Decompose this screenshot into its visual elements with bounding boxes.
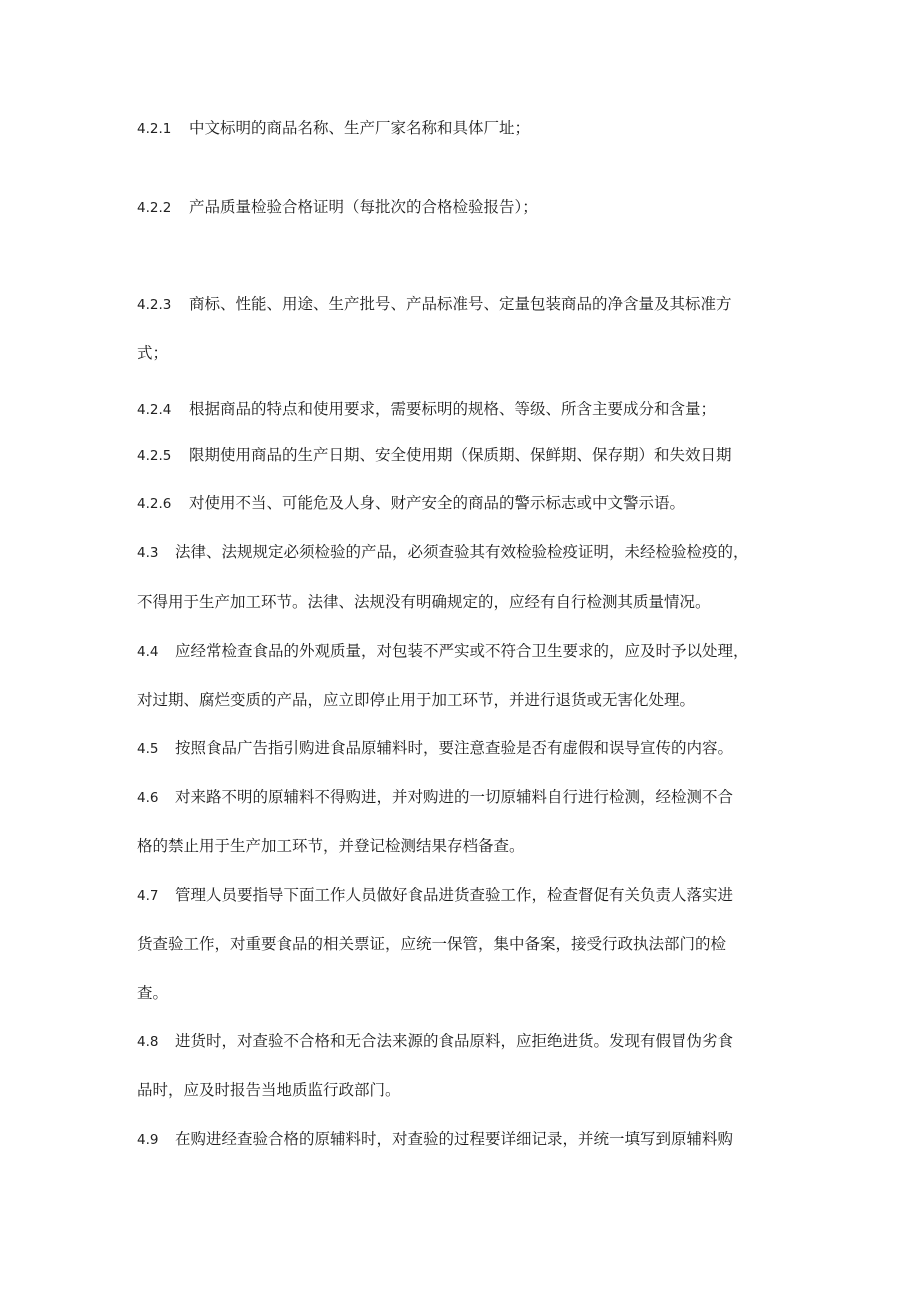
clause-number: 4.7: [137, 888, 159, 904]
clause-text: 限期使用商品的生产日期、安全使用期（保质期、保鲜期、保存期）和失效日期: [189, 446, 732, 464]
clause-4-9: [137, 1129, 733, 1150]
clause-4-4: [137, 641, 749, 662]
clause-text: 根据商品的特点和使用要求，需要标明的规格、等级、所含主要成分和含量；: [189, 400, 717, 418]
clause-4-8-continuation: [137, 1080, 401, 1100]
clause-text: 货查验工作，对重要食品的相关票证，应统一保管，集中备案，接受行政执法部门的检: [137, 935, 727, 953]
clause-text: 产品质量检验合格证明（每批次的合格检验报告）；: [189, 198, 538, 216]
clause-number: 4.5: [137, 741, 159, 757]
clause-text: 应经常检查食品的外观质量，对包装不严实或不符合卫生要求的，应及时予以处理，: [175, 642, 749, 660]
clause-4-2-1: [137, 118, 530, 139]
clause-4-7: [137, 885, 733, 906]
clause-text: 格的禁止用于生产加工环节，并登记检测结果存档备查。: [137, 837, 525, 855]
clause-text: 在购进经查验合格的原辅料时，对查验的过程要详细记录，并统一填写到原辅料购: [175, 1130, 734, 1148]
clause-4-8: [137, 1031, 733, 1052]
clause-number: 4.8: [137, 1034, 159, 1050]
clause-number: 4.2.4: [137, 402, 172, 418]
clause-number: 4.9: [137, 1132, 159, 1148]
clause-4-6: [137, 787, 733, 808]
clause-4-3-continuation: [137, 592, 711, 612]
clause-4-2-6: [137, 493, 685, 514]
clause-text: 不得用于生产加工环节。法律、法规没有明确规定的，应经有自行检测其质量情况。: [137, 593, 711, 611]
clause-text: 进货时，对查验不合格和无合法来源的食品原料，应拒绝进货。发现有假冒伪劣食: [175, 1032, 734, 1050]
clause-number: 4.2.5: [137, 448, 172, 464]
clause-text: 法律、法规规定必须检验的产品，必须查验其有效检验检疫证明，未经检验检疫的，: [175, 543, 749, 561]
clause-4-4-continuation: [137, 690, 695, 710]
clause-4-6-continuation: [137, 836, 525, 856]
clause-text: 商标、性能、用途、生产批号、产品标准号、定量包装商品的净含量及其标准方: [189, 295, 732, 313]
clause-text: 对使用不当、可能危及人身、财产安全的商品的警示标志或中文警示语。: [189, 494, 686, 512]
clause-4-5: [137, 738, 733, 759]
clause-text: 管理人员要指导下面工作人员做好食品进货查验工作，检查督促有关负责人落实进: [175, 886, 734, 904]
clause-text: 中文标明的商品名称、生产厂家名称和具体厂址；: [189, 119, 531, 137]
clause-4-7-continuation: [137, 934, 726, 954]
clause-text: 按照食品广告指引购进食品原辅料时，要注意查验是否有虚假和误导宣传的内容。: [175, 739, 734, 757]
clause-number: 4.2.3: [137, 297, 172, 313]
clause-text: 品时，应及时报告当地质监行政部门。: [137, 1081, 401, 1099]
clause-4-2-3: [137, 294, 732, 315]
clause-text: 对来路不明的原辅料不得购进，并对购进的一切原辅料自行进行检测，经检测不合: [175, 788, 734, 806]
clause-4-2-5: [137, 445, 732, 466]
clause-text: 查。: [137, 984, 169, 1002]
clause-4-2-2: [137, 197, 538, 218]
clause-4-2-4: [137, 399, 716, 420]
clause-4-2-3-continuation: [137, 343, 168, 363]
clause-number: 4.2.2: [137, 200, 172, 216]
clause-number: 4.2.1: [137, 121, 172, 137]
clause-number: 4.4: [137, 644, 159, 660]
clause-number: 4.6: [137, 790, 159, 806]
clause-text: 式；: [137, 344, 169, 362]
clause-number: 4.3: [137, 545, 159, 561]
clause-number: 4.2.6: [137, 496, 172, 512]
clause-text: 对过期、腐烂变质的产品，应立即停止用于加工环节，并进行退货或无害化处理。: [137, 691, 696, 709]
clause-4-7-continuation: [137, 983, 168, 1003]
clause-4-3: [137, 542, 749, 563]
